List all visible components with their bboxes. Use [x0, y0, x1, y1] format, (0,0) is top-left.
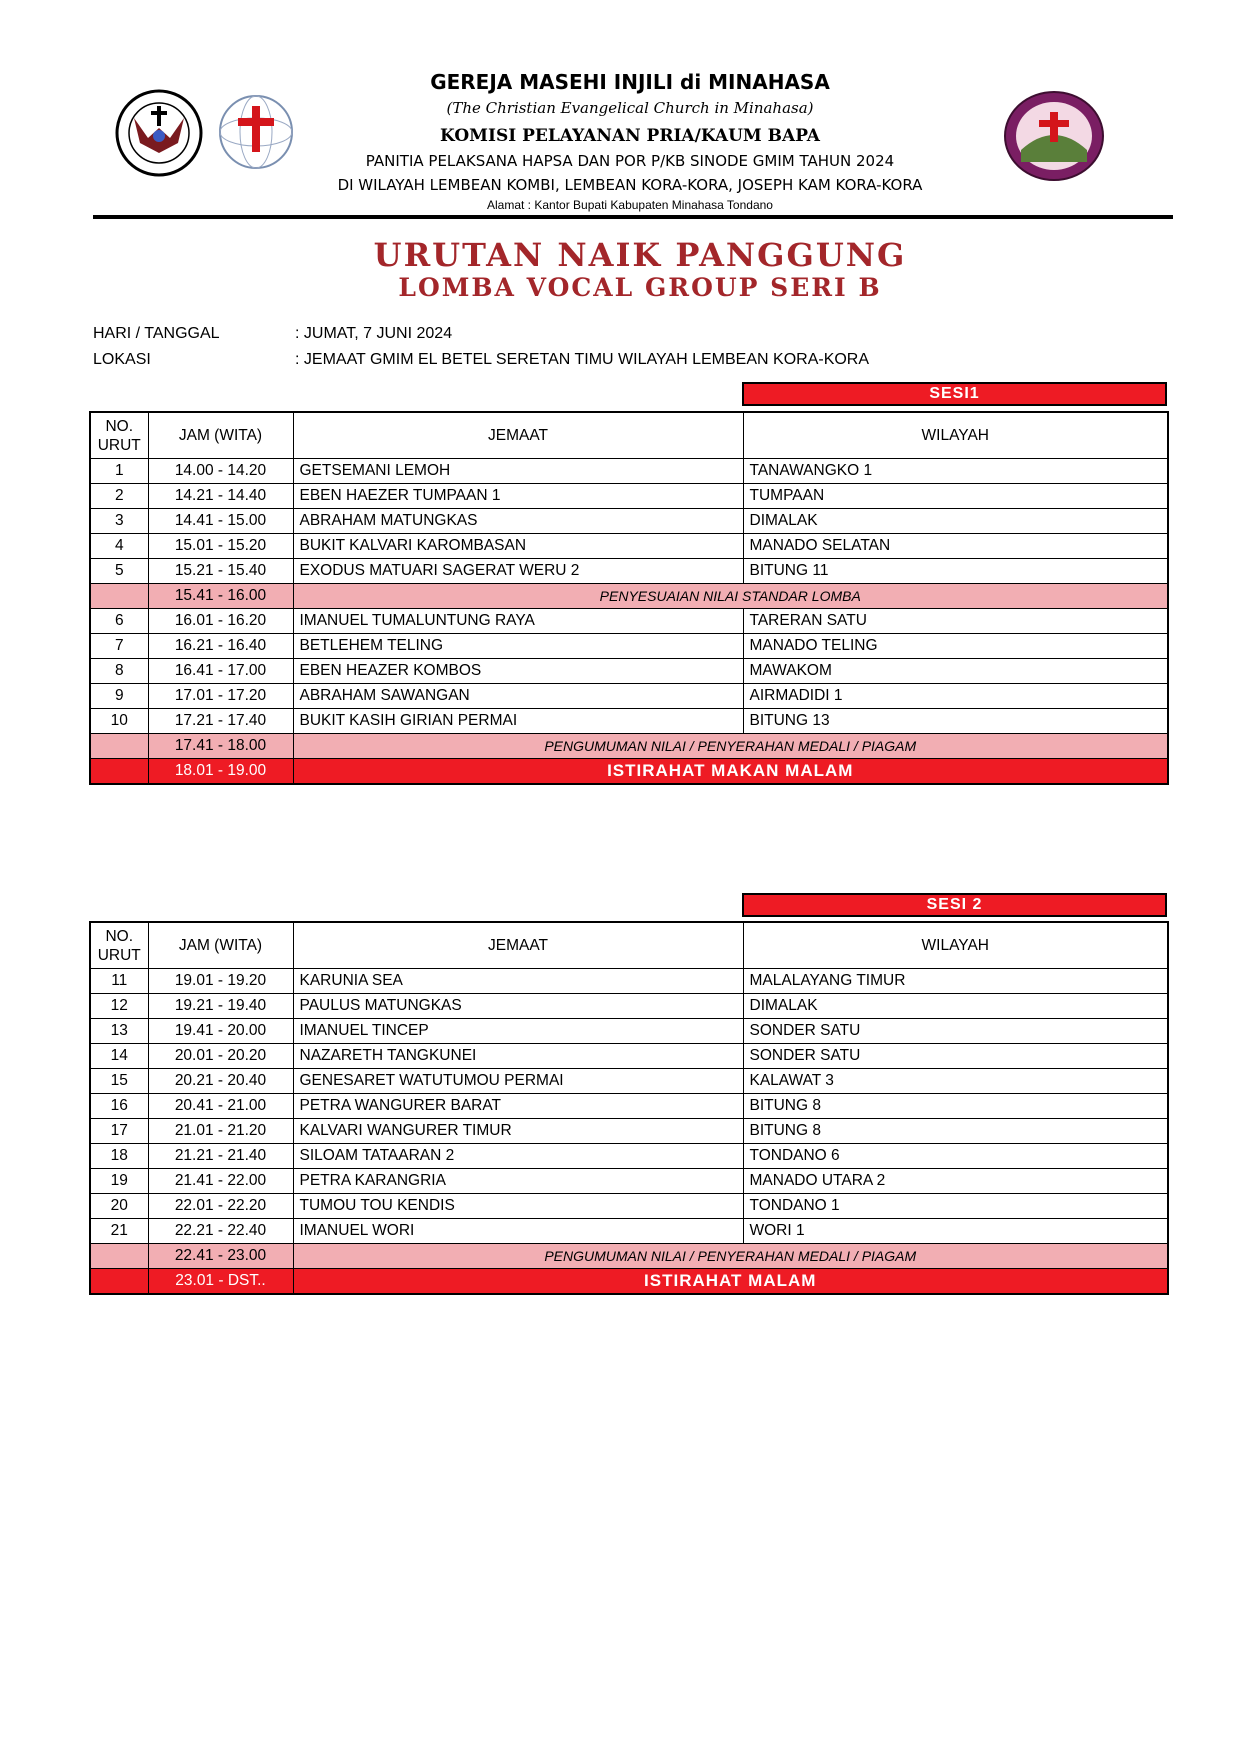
cell-jemaat: PETRA WANGURER BARAT	[293, 1094, 743, 1119]
cell-wilayah: AIRMADIDI 1	[743, 684, 1168, 709]
table-row	[90, 559, 1168, 584]
cell-no: 5	[90, 559, 148, 584]
cell-jam: 16.01 - 16.20	[148, 609, 293, 634]
col-wilayah-header: WILAYAH	[743, 922, 1168, 969]
col-jemaat-header: JEMAAT	[293, 412, 743, 459]
cell-no	[90, 734, 148, 759]
cell-wilayah: WORI 1	[743, 1219, 1168, 1244]
cell-jam: 17.21 - 17.40	[148, 709, 293, 734]
lokasi-value: : JEMAAT GMIM EL BETEL SERETAN TIMU WILAYAH LEMBEAN KORA-KORA	[295, 351, 870, 368]
cell-jam: 15.21 - 15.40	[148, 559, 293, 584]
cell-jam: 20.41 - 21.00	[148, 1094, 293, 1119]
cell-wilayah: SONDER SATU	[743, 1044, 1168, 1069]
table-row	[90, 484, 1168, 509]
title-line-2: LOMBA VOCAL GROUP SERI B	[398, 273, 882, 302]
cell-jam: 22.41 - 23.00	[148, 1244, 293, 1269]
cell-jemaat: BETLEHEM TELING	[293, 634, 743, 659]
cell-jemaat: ABRAHAM MATUNGKAS	[293, 509, 743, 534]
cell-jemaat: BUKIT KALVARI KAROMBASAN	[293, 534, 743, 559]
cell-jam: 14.21 - 14.40	[148, 484, 293, 509]
cell-wilayah: TONDANO 6	[743, 1144, 1168, 1169]
cell-no: 13	[90, 1019, 148, 1044]
cell-jemaat: IMANUEL TUMALUNTUNG RAYA	[293, 609, 743, 634]
header-divider	[93, 215, 1173, 219]
sesi-2-table	[89, 921, 1169, 1295]
cell-jemaat: NAZARETH TANGKUNEI	[293, 1044, 743, 1069]
cell-no: 17	[90, 1119, 148, 1144]
cell-wilayah: BITUNG 8	[743, 1094, 1168, 1119]
cell-no: 12	[90, 994, 148, 1019]
cell-no: 15	[90, 1069, 148, 1094]
cell-no: 6	[90, 609, 148, 634]
cell-no	[90, 1269, 148, 1295]
cell-jemaat: TUMOU TOU KENDIS	[293, 1194, 743, 1219]
cell-jemaat: BUKIT KASIH GIRIAN PERMAI	[293, 709, 743, 734]
col-wilayah-header: WILAYAH	[743, 412, 1168, 459]
panitia-line: PANITIA PELAKSANA HAPSA DAN POR P/KB SINODE GMIM TAHUN 2024	[365, 152, 895, 170]
cell-wilayah: DIMALAK	[743, 994, 1168, 1019]
cell-no: 19	[90, 1169, 148, 1194]
cell-jam: 22.21 - 22.40	[148, 1219, 293, 1244]
table-header-row	[90, 922, 1168, 969]
break-label: ISTIRAHAT MAKAN MALAM	[293, 759, 1168, 785]
cell-no: 18	[90, 1144, 148, 1169]
cell-wilayah: MANADO TELING	[743, 634, 1168, 659]
hari-value: : JUMAT, 7 JUNI 2024	[295, 325, 453, 342]
table-row	[90, 1144, 1168, 1169]
table-row	[90, 1019, 1168, 1044]
cell-jam: 21.41 - 22.00	[148, 1169, 293, 1194]
table-row	[90, 459, 1168, 484]
cell-no	[90, 584, 148, 609]
cell-jam: 18.01 - 19.00	[148, 759, 293, 785]
cell-jam: 14.41 - 15.00	[148, 509, 293, 534]
col-jam-header: JAM (WITA)	[148, 922, 293, 969]
cell-jemaat: GENESARET WATUTUMOU PERMAI	[293, 1069, 743, 1094]
cell-no: 3	[90, 509, 148, 534]
table-row	[90, 1069, 1168, 1094]
cell-no	[90, 759, 148, 785]
cell-jam: 19.41 - 20.00	[148, 1019, 293, 1044]
table-row	[90, 1194, 1168, 1219]
note-label: PENGUMUMAN NILAI / PENYERAHAN MEDALI / PIAGAM	[293, 1244, 1168, 1269]
cell-wilayah: TUMPAAN	[743, 484, 1168, 509]
table-row	[90, 609, 1168, 634]
cell-jemaat: SILOAM TATAARAN 2	[293, 1144, 743, 1169]
col-no-header: NO. URUT	[90, 412, 148, 459]
alamat-line: Alamat : Kantor Bupati Kabupaten Minahasa Tondano	[487, 198, 773, 212]
col-no-header: NO. URUT	[90, 922, 148, 969]
table-row	[90, 994, 1168, 1019]
table-row	[90, 969, 1168, 994]
cell-wilayah: MANADO UTARA 2	[743, 1169, 1168, 1194]
org-name-english: (The Christian Evangelical Church in Minahasa)	[446, 99, 814, 117]
cell-jam: 15.41 - 16.00	[148, 584, 293, 609]
cell-no: 21	[90, 1219, 148, 1244]
cell-wilayah: BITUNG 13	[743, 709, 1168, 734]
cell-wilayah: MALALAYANG TIMUR	[743, 969, 1168, 994]
org-name: GEREJA MASEHI INJILI di MINAHASA	[430, 70, 830, 94]
cell-wilayah: KALAWAT 3	[743, 1069, 1168, 1094]
gmim-logo	[108, 88, 210, 178]
cell-jam: 16.21 - 16.40	[148, 634, 293, 659]
title-line-1: URUTAN NAIK PANGGUNG	[373, 236, 907, 274]
cell-wilayah: DIMALAK	[743, 509, 1168, 534]
cell-jemaat: KALVARI WANGURER TIMUR	[293, 1119, 743, 1144]
table-row	[90, 684, 1168, 709]
cell-jam: 21.21 - 21.40	[148, 1144, 293, 1169]
cell-wilayah: MAWAKOM	[743, 659, 1168, 684]
col-jam-header: JAM (WITA)	[148, 412, 293, 459]
cell-wilayah: BITUNG 11	[743, 559, 1168, 584]
cell-jam: 22.01 - 22.20	[148, 1194, 293, 1219]
hapsa-logo	[1003, 90, 1105, 182]
cell-wilayah: BITUNG 8	[743, 1119, 1168, 1144]
note-row	[90, 584, 1168, 609]
cell-jemaat: EXODUS MATUARI SAGERAT WERU 2	[293, 559, 743, 584]
cell-jam: 19.21 - 19.40	[148, 994, 293, 1019]
table-row	[90, 1119, 1168, 1144]
cell-wilayah: SONDER SATU	[743, 1019, 1168, 1044]
cell-jam: 21.01 - 21.20	[148, 1119, 293, 1144]
cell-wilayah: TARERAN SATU	[743, 609, 1168, 634]
table-row	[90, 634, 1168, 659]
cell-jam: 17.01 - 17.20	[148, 684, 293, 709]
wilayah-line: DI WILAYAH LEMBEAN KOMBI, LEMBEAN KORA-KORA, JOSEPH KAM KORA-KORA	[337, 176, 923, 194]
cell-jemaat: EBEN HAEZER TUMPAAN 1	[293, 484, 743, 509]
cell-no: 11	[90, 969, 148, 994]
cell-jemaat: GETSEMANI LEMOH	[293, 459, 743, 484]
cell-jam: 20.01 - 20.20	[148, 1044, 293, 1069]
break-row	[90, 1269, 1168, 1295]
cell-no: 4	[90, 534, 148, 559]
cell-jam: 15.01 - 15.20	[148, 534, 293, 559]
table-row	[90, 1219, 1168, 1244]
note-row	[90, 1244, 1168, 1269]
cell-jam: 14.00 - 14.20	[148, 459, 293, 484]
cell-jam: 23.01 - DST..	[148, 1269, 293, 1295]
sesi-1-table	[89, 411, 1169, 785]
table-row	[90, 509, 1168, 534]
cell-jemaat: PAULUS MATUNGKAS	[293, 994, 743, 1019]
hari-label: HARI / TANGGAL	[93, 325, 220, 342]
cell-jemaat: EBEN HEAZER KOMBOS	[293, 659, 743, 684]
sesi-2-badge: SESI 2	[742, 893, 1167, 917]
cell-no: 1	[90, 459, 148, 484]
cell-no: 7	[90, 634, 148, 659]
cell-no: 14	[90, 1044, 148, 1069]
cell-jam: 17.41 - 18.00	[148, 734, 293, 759]
break-row	[90, 759, 1168, 785]
cell-wilayah: MANADO SELATAN	[743, 534, 1168, 559]
cell-jam: 19.01 - 19.20	[148, 969, 293, 994]
sesi-1-badge: SESI1	[742, 382, 1167, 406]
table-row	[90, 1094, 1168, 1119]
cell-no	[90, 1244, 148, 1269]
cell-jemaat: ABRAHAM SAWANGAN	[293, 684, 743, 709]
komisi-name: KOMISI PELAYANAN PRIA/KAUM BAPA	[440, 126, 820, 146]
col-jemaat-header: JEMAAT	[293, 922, 743, 969]
table-row	[90, 1169, 1168, 1194]
cell-wilayah: TONDANO 1	[743, 1194, 1168, 1219]
cell-no: 20	[90, 1194, 148, 1219]
note-label: PENYESUAIAN NILAI STANDAR LOMBA	[293, 584, 1168, 609]
table-header-row	[90, 412, 1168, 459]
cell-no: 8	[90, 659, 148, 684]
table-row	[90, 709, 1168, 734]
cell-no: 16	[90, 1094, 148, 1119]
cell-no: 9	[90, 684, 148, 709]
table-row	[90, 534, 1168, 559]
note-row	[90, 734, 1168, 759]
cell-jemaat: IMANUEL WORI	[293, 1219, 743, 1244]
cell-jam: 20.21 - 20.40	[148, 1069, 293, 1094]
table-row	[90, 1044, 1168, 1069]
cell-wilayah: TANAWANGKO 1	[743, 459, 1168, 484]
note-label: PENGUMUMAN NILAI / PENYERAHAN MEDALI / PIAGAM	[293, 734, 1168, 759]
break-label: ISTIRAHAT MALAM	[293, 1269, 1168, 1295]
table-row	[90, 659, 1168, 684]
cell-no: 2	[90, 484, 148, 509]
cell-jemaat: KARUNIA SEA	[293, 969, 743, 994]
cell-jam: 16.41 - 17.00	[148, 659, 293, 684]
cell-jemaat: PETRA KARANGRIA	[293, 1169, 743, 1194]
cell-jemaat: IMANUEL TINCEP	[293, 1019, 743, 1044]
cell-no: 10	[90, 709, 148, 734]
lokasi-label: LOKASI	[93, 351, 151, 368]
